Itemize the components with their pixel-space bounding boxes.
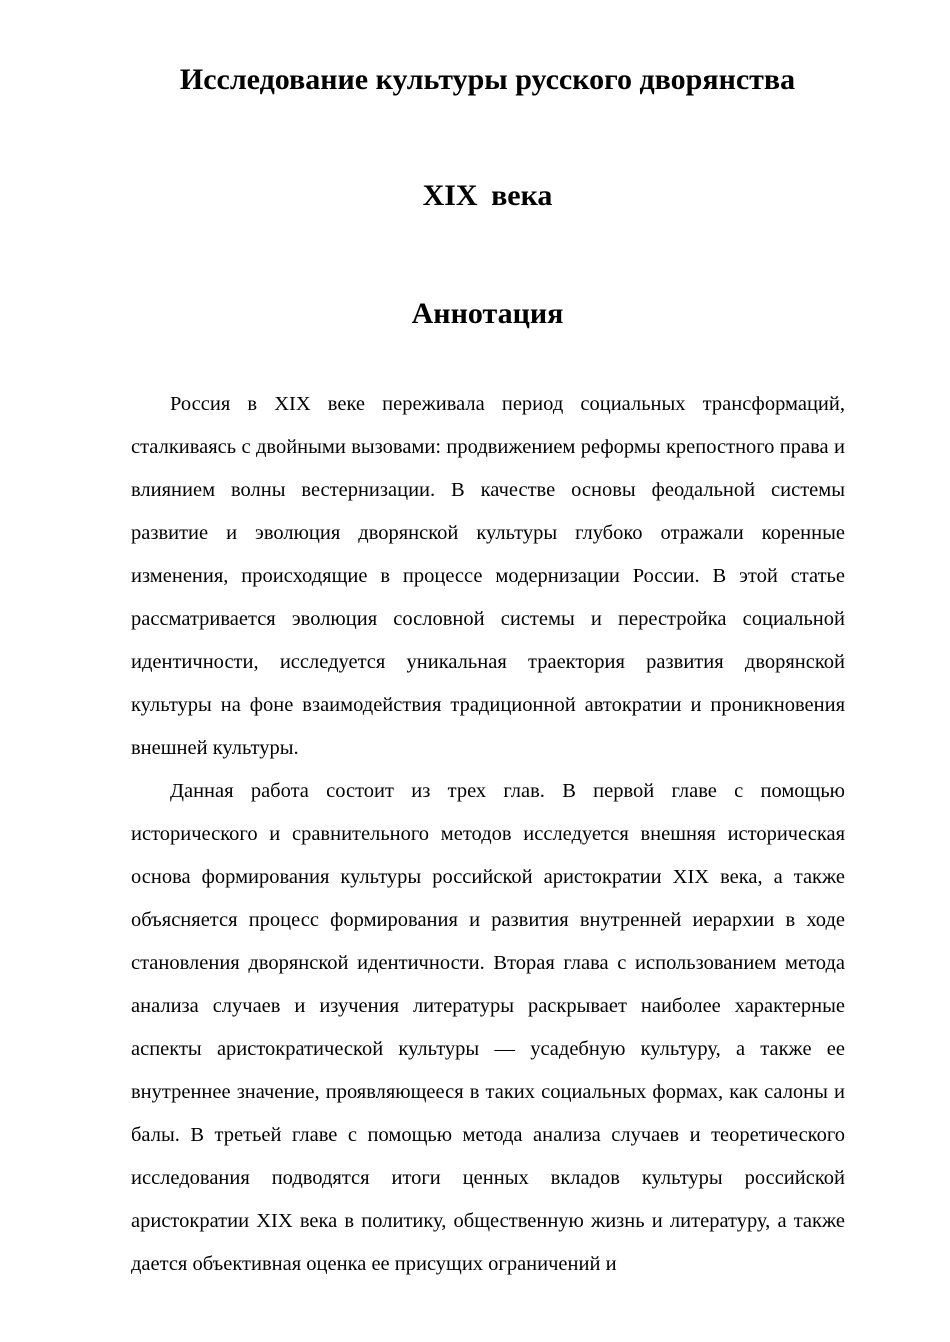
- abstract-paragraph-2: Данная работа состоит из трех глав. В первой главе с помощью исторического и сравнительного методов исследуется внешняя историческая основа формирования культуры российской аристократии XIX века, а также объясняется процесс формирования и развития внутренней иерархии в ходе становления дворянской идентичности. Вторая глава с использованием метода анализа случаев и изучения литературы раскрывает наиболее характерные аспекты аристократической культуры — усадебную культуру, а также ее внутреннее значение, проявляющееся в таких социальных формах, как салоны и балы. В третьей главе с помощью метода анализа случаев и теоретического исследования подводятся итоги ценных вкладов культуры российской аристократии XIX века в политику, общественную жизнь и литературу, а также дается объективная оценка ее присущих ограничений и: [131, 780, 845, 1275]
- abstract-body: [131, 383, 845, 1286]
- document-title: Исследование культуры русского дворянства: [179, 63, 796, 96]
- document-subtitle: XIX века: [422, 179, 553, 212]
- abstract-paragraph-1: Россия в XIX веке переживала период социальных трансформаций, сталкиваясь с двойными вызовами: продвижением реформы крепостного права и влиянием волны вестернизации. В качестве основы феодальной системы развитие и эволюция дворянской культуры глубоко отражали коренные изменения, происходящие в процессе модернизации России. В этой статье рассматривается эволюция сословной системы и перестройка социальной идентичности, исследуется уникальная траектория развития дворянской культуры на фоне взаимодействия традиционной автократии и проникновения внешней культуры.: [131, 393, 845, 759]
- abstract-heading: Аннотация: [411, 297, 564, 330]
